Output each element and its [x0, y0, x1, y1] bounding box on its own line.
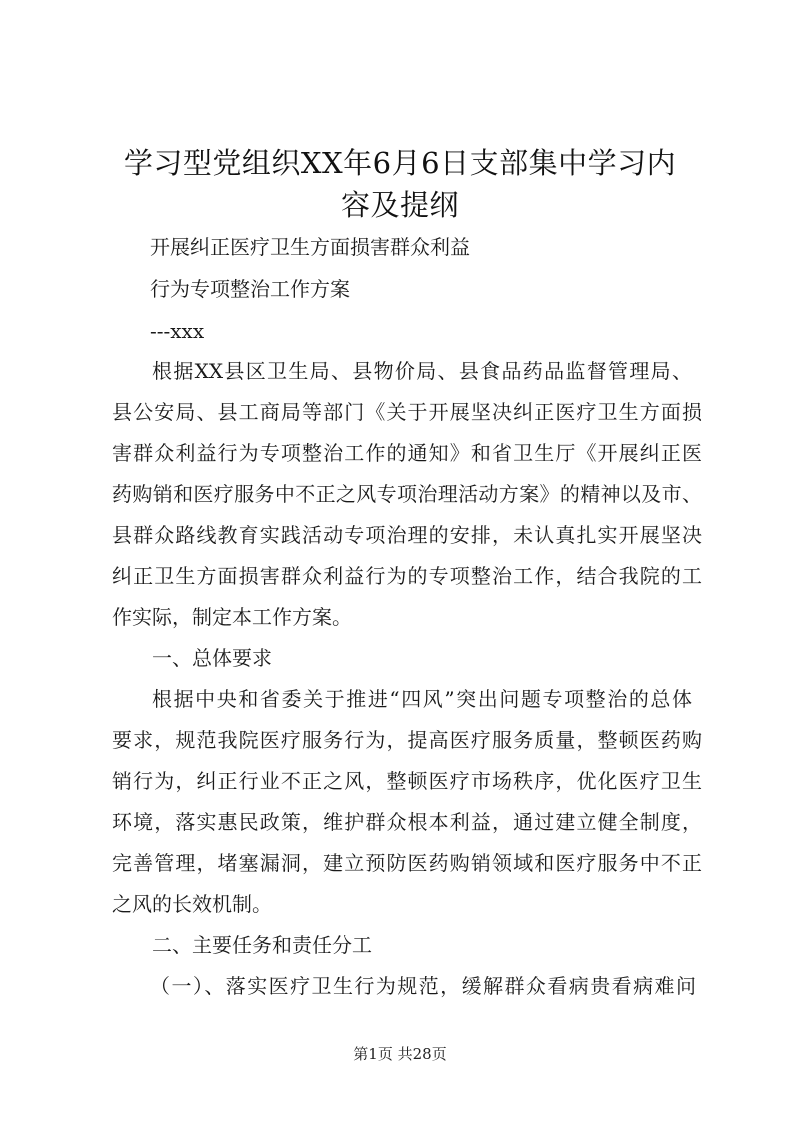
paragraph-line: 要求，规范我院医疗服务行为，提高医疗服务质量，整顿医药购	[112, 728, 702, 752]
paragraph-line: 县公安局、县工商局等部门《关于开展坚决纠正医疗卫生方面损	[112, 400, 702, 424]
paragraph-line: 药购销和医疗服务中不正之风专项治理活动方案》的精神以及市、	[112, 482, 702, 506]
paragraph-line: 根据中央和省委关于推进“四风”突出问题专项整治的总体	[152, 687, 692, 711]
paragraph-line: 完善管理，堵塞漏洞，建立预防医药购销领域和医疗服务中不正	[112, 851, 702, 875]
paragraph-line: 根据XX县区卫生局、县物价局、县食品药品监督管理局、	[152, 359, 692, 383]
paragraph-line: 县群众路线教育实践活动专项治理的安排，未认真扎实开展坚决	[112, 523, 702, 547]
section-heading-2: 二、主要任务和责任分工	[152, 933, 372, 957]
document-title-line-2: 容及提纲	[340, 188, 459, 222]
subtitle-line-1: 开展纠正医疗卫生方面损害群众利益	[150, 235, 470, 259]
list-item-heading: （一）、落实医疗卫生行为规范，缓解群众看病贵看病难问	[150, 974, 696, 998]
paragraph-line: 销行为，纠正行业不正之风，整顿医疗市场秩序，优化医疗卫生	[112, 769, 702, 793]
document-title-line-1: 学习型党组织XX年6月6日支部集中学习内	[123, 146, 677, 180]
paragraph-line: 环境，落实惠民政策，维护群众根本利益，通过建立健全制度，	[112, 810, 702, 834]
paragraph-line: 害群众利益行为专项整治工作的通知》和省卫生厅《开展纠正医	[112, 441, 702, 465]
section-heading-1: 一、总体要求	[152, 646, 272, 670]
page-number-footer: 第1页 共28页	[353, 1045, 447, 1063]
paragraph-line: 作实际，制定本工作方案。	[112, 605, 352, 629]
paragraph-line: 纠正卫生方面损害群众利益行为的专项整治工作，结合我院的工	[112, 564, 702, 588]
paragraph-line: 之风的长效机制。	[112, 892, 272, 916]
subtitle-line-2: 行为专项整治工作方案	[150, 277, 350, 301]
author-line: ---xxx	[150, 319, 205, 343]
